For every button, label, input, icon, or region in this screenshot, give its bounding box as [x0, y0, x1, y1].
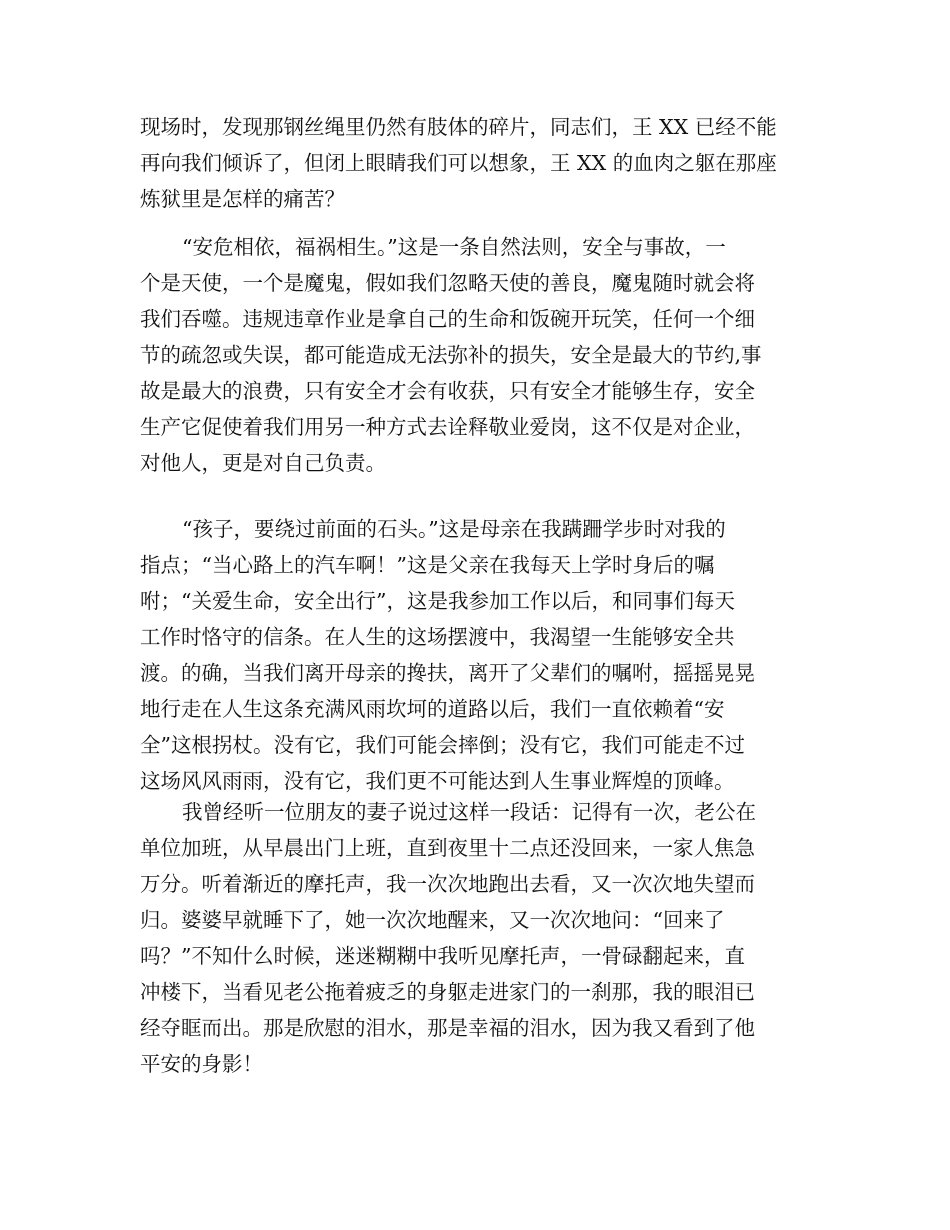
paragraph-line: 现场时，发现那钢丝绳里仍然有肢体的碎片，同志们，王 XX 已经不能 — [140, 115, 777, 139]
paragraph-line: 节的疏忽或失误，都可能造成无法弥补的损失，安全是最大的节约,事 — [140, 343, 762, 367]
paragraph-line: 归。婆婆早就睡下了，她一次次地醒来，又一次次地问：“回来了 — [140, 908, 725, 932]
paragraph-line: 平安的身影！ — [140, 1052, 263, 1076]
paragraph-line: 对他人，更是对自己负责。 — [140, 451, 386, 475]
paragraph-2 — [140, 229, 810, 481]
paragraph-line: 全”这根拐杖。没有它，我们可能会摔倒；没有它，我们可能走不过 — [140, 733, 745, 757]
paragraph-line: 万分。听着渐近的摩托声，我一次次地跑出去看，又一次次地失望而 — [140, 872, 755, 896]
paragraph-line: 我们吞噬。违规违章作业是拿自己的生命和饭碗开玩笑，任何一个细 — [140, 307, 755, 331]
paragraph-line: 这场风风雨雨，没有它，我们更不可能达到人生事业辉煌的顶峰。 — [140, 769, 735, 793]
paragraph-line: 指点；“当心路上的汽车啊！”这是父亲在我每天上学时身后的嘱 — [140, 553, 715, 577]
paragraph-line: 咐；“关爱生命，安全出行”，这是我参加工作以后，和同事们每天 — [140, 589, 735, 613]
paragraph-line: 我曾经听一位朋友的妻子说过这样一段话：记得有一次，老公在 — [182, 800, 756, 824]
paragraph-4 — [140, 794, 810, 1082]
paragraph-line: 生产它促使着我们用另一种方式去诠释敬业爱岗，这不仅是对企业， — [140, 415, 755, 439]
paragraph-line: 再向我们倾诉了，但闭上眼睛我们可以想象，王 XX 的血肉之躯在那座 — [140, 151, 777, 175]
paragraph-line: 吗？”不知什么时候，迷迷糊糊中我听见摩托声，一骨碌翻起来，直 — [140, 944, 745, 968]
paragraph-line: 工作时恪守的信条。在人生的这场摆渡中，我渴望一生能够安全共 — [140, 625, 735, 649]
paragraph-line: 地行走在人生这条充满风雨坎坷的道路以后，我们一直依赖着“安 — [140, 697, 725, 721]
paragraph-line: “孩子，要绕过前面的石头。”这是母亲在我蹒跚学步时对我的 — [182, 517, 726, 541]
paragraph-line: “安危相依，福祸相生。”这是一条自然法则，安全与事故，一 — [182, 235, 726, 259]
paragraph-line: 故是最大的浪费，只有安全才会有收获，只有安全才能够生存，安全 — [140, 379, 755, 403]
paragraph-line: 渡。的确，当我们离开母亲的搀扶，离开了父辈们的嘱咐，摇摇晃晃 — [140, 661, 755, 685]
paragraph-line: 个是天使，一个是魔鬼，假如我们忽略天使的善良，魔鬼随时就会将 — [140, 271, 755, 295]
paragraph-line: 炼狱里是怎样的痛苦？ — [140, 187, 345, 211]
paragraph-1 — [140, 109, 810, 217]
paragraph-line: 单位加班，从早晨出门上班，直到夜里十二点还没回来，一家人焦急 — [140, 836, 755, 860]
paragraph-3 — [140, 511, 810, 799]
paragraph-line: 经夺眶而出。那是欣慰的泪水，那是幸福的泪水，因为我又看到了他 — [140, 1016, 755, 1040]
paragraph-line: 冲楼下，当看见老公拖着疲乏的身躯走进家门的一刹那，我的眼泪已 — [140, 980, 755, 1004]
